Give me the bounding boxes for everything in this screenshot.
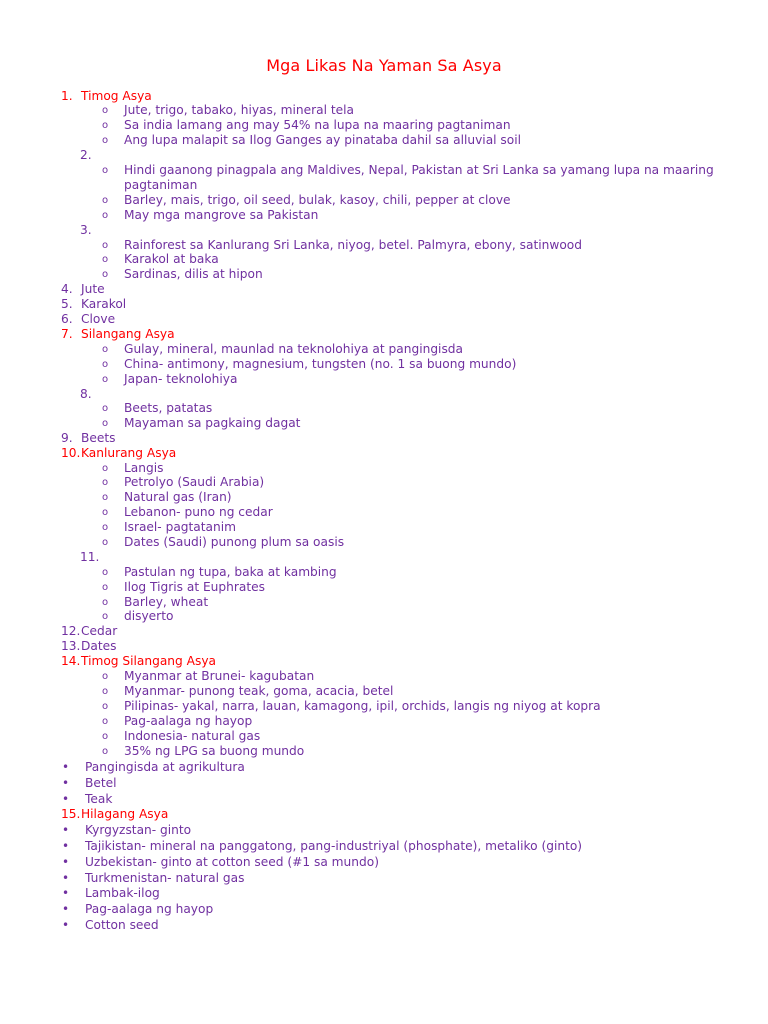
- list-item-text: May mga mangrove sa Pakistan: [124, 208, 319, 222]
- list-item-text: Cedar: [81, 624, 118, 638]
- circle-bullet-icon: o: [102, 195, 109, 206]
- circle-bullet-icon: o: [102, 522, 109, 533]
- list-item-text: Karakol at baka: [124, 252, 219, 266]
- bullet-icon: •: [62, 918, 70, 932]
- list-number: 14.: [61, 654, 81, 668]
- list-item-text: Barley, mais, trigo, oil seed, bulak, kasoy, chili, pepper at clove: [124, 193, 511, 207]
- circle-bullet-icon: o: [102, 507, 109, 518]
- list-item-text: Sa india lamang ang may 54% na lupa na maaring pagtaniman: [124, 118, 511, 132]
- list-number: 7.: [61, 327, 73, 341]
- bullet-icon: •: [62, 839, 70, 853]
- list-number: 15.: [61, 807, 81, 821]
- list-item-text: Lebanon- puno ng cedar: [124, 505, 273, 519]
- bullet-icon: •: [62, 886, 70, 900]
- circle-bullet-icon: o: [102, 269, 109, 280]
- list-item-text: Ang lupa malapit sa Ilog Ganges ay pinataba dahil sa alluvial soil: [124, 133, 521, 147]
- list-number: 6.: [61, 312, 73, 326]
- section-heading: Silangang Asya: [81, 327, 175, 341]
- list-item-text: Jute, trigo, tabako, hiyas, mineral tela: [124, 103, 354, 117]
- list-item-text: disyerto: [124, 609, 174, 623]
- list-item-text: Pangingisda at agrikultura: [85, 760, 245, 774]
- list-item-text: Gulay, mineral, maunlad na teknolohiya at pangingisda: [124, 342, 463, 356]
- list-item-text: Japan- teknolohiya: [124, 372, 238, 386]
- circle-bullet-icon: o: [102, 597, 109, 608]
- circle-bullet-icon: o: [102, 701, 109, 712]
- list-number: 9.: [61, 431, 73, 445]
- circle-bullet-icon: o: [102, 135, 109, 146]
- list-item-text: Tajikistan- mineral na panggatong, pang-industriyal (phosphate), metaliko (ginto): [85, 839, 583, 853]
- circle-bullet-icon: o: [102, 374, 109, 385]
- list-item-text: Lambak-ilog: [85, 886, 160, 900]
- list-number: 10.: [61, 446, 81, 460]
- section-heading: Kanlurang Asya: [81, 446, 177, 460]
- circle-bullet-icon: o: [102, 537, 109, 548]
- bullet-icon: •: [62, 792, 70, 806]
- list-item-text: Jute: [81, 282, 105, 296]
- circle-bullet-icon: o: [102, 582, 109, 593]
- list-item-text: Turkmenistan- natural gas: [85, 871, 245, 885]
- list-item-text: China- antimony, magnesium, tungsten (no. 1 sa buong mundo): [124, 357, 517, 371]
- list-item-text: Cotton seed: [85, 918, 159, 932]
- list-number: 4.: [61, 282, 73, 296]
- section-heading: Hilagang Asya: [81, 807, 169, 821]
- list-item-text: Kyrgyzstan- ginto: [85, 823, 192, 837]
- list-number: 2.: [80, 148, 92, 162]
- list-item-text: Israel- pagtatanim: [124, 520, 236, 534]
- circle-bullet-icon: o: [102, 418, 109, 429]
- circle-bullet-icon: o: [102, 344, 109, 355]
- circle-bullet-icon: o: [102, 210, 109, 221]
- section-heading: Timog Silangang Asya: [81, 654, 217, 668]
- circle-bullet-icon: o: [102, 254, 109, 265]
- circle-bullet-icon: o: [102, 105, 109, 116]
- circle-bullet-icon: o: [102, 359, 109, 370]
- list-item-text: Uzbekistan- ginto at cotton seed (#1 sa mundo): [85, 855, 379, 869]
- circle-bullet-icon: o: [102, 477, 109, 488]
- circle-bullet-icon: o: [102, 403, 109, 414]
- list-item-text: Mayaman sa pagkaing dagat: [124, 416, 301, 430]
- circle-bullet-icon: o: [102, 731, 109, 742]
- list-item-text: Pilipinas- yakal, narra, lauan, kamagong, ipil, orchids, langis ng niyog at kopra: [124, 699, 601, 713]
- list-number: 13.: [61, 639, 81, 653]
- list-item-text: Rainforest sa Kanlurang Sri Lanka, niyog, betel. Palmyra, ebony, satinwood: [124, 238, 582, 252]
- list-item-text: Barley, wheat: [124, 595, 209, 609]
- circle-bullet-icon: o: [102, 746, 109, 757]
- list-item-text: 35% ng LPG sa buong mundo: [124, 744, 305, 758]
- bullet-icon: •: [62, 776, 70, 790]
- list-item-text: Dates (Saudi) punong plum sa oasis: [124, 535, 345, 549]
- list-item-text: Beets, patatas: [124, 401, 213, 415]
- circle-bullet-icon: o: [102, 463, 109, 474]
- list-item-text: Dates: [81, 639, 117, 653]
- circle-bullet-icon: o: [102, 492, 109, 503]
- section-heading: Timog Asya: [81, 89, 152, 103]
- bullet-icon: •: [62, 823, 70, 837]
- list-item-text: Natural gas (Iran): [124, 490, 232, 504]
- circle-bullet-icon: o: [102, 240, 109, 251]
- list-item-text: Pastulan ng tupa, baka at kambing: [124, 565, 337, 579]
- circle-bullet-icon: o: [102, 120, 109, 131]
- bullet-icon: •: [62, 902, 70, 916]
- circle-bullet-icon: o: [102, 567, 109, 578]
- list-item-text: Ilog Tigris at Euphrates: [124, 580, 265, 594]
- list-item-text: Myanmar- punong teak, goma, acacia, betel: [124, 684, 394, 698]
- list-number: 3.: [80, 223, 92, 237]
- page-title: Mga Likas Na Yaman Sa Asya: [266, 56, 502, 75]
- circle-bullet-icon: o: [102, 671, 109, 682]
- list-item-text: Langis: [124, 461, 164, 475]
- bullet-icon: •: [62, 871, 70, 885]
- list-item-text: Myanmar at Brunei- kagubatan: [124, 669, 315, 683]
- list-item-text: Clove: [81, 312, 116, 326]
- list-item-text: Petrolyo (Saudi Arabia): [124, 475, 265, 489]
- list-item-text: Beets: [81, 431, 116, 445]
- circle-bullet-icon: o: [102, 716, 109, 727]
- list-item-text: Betel: [85, 776, 117, 790]
- list-item-text: Karakol: [81, 297, 127, 311]
- list-number: 1.: [61, 89, 73, 103]
- list-item-text: pagtaniman: [124, 178, 198, 192]
- list-item-text: Indonesia- natural gas: [124, 729, 261, 743]
- list-number: 5.: [61, 297, 73, 311]
- circle-bullet-icon: o: [102, 611, 109, 622]
- list-item-text: Teak: [85, 792, 113, 806]
- list-number: 12.: [61, 624, 81, 638]
- list-item-text: Pag-aalaga ng hayop: [85, 902, 214, 916]
- list-item-text: Pag-aalaga ng hayop: [124, 714, 253, 728]
- list-item-text: Hindi gaanong pinagpala ang Maldives, Nepal, Pakistan at Sri Lanka sa yamang lupa na maaring: [124, 163, 714, 177]
- bullet-icon: •: [62, 760, 70, 774]
- list-item-text: Sardinas, dilis at hipon: [124, 267, 263, 281]
- list-number: 8.: [80, 387, 92, 401]
- circle-bullet-icon: o: [102, 686, 109, 697]
- list-number: 11.: [80, 550, 100, 564]
- bullet-icon: •: [62, 855, 70, 869]
- circle-bullet-icon: o: [102, 165, 109, 176]
